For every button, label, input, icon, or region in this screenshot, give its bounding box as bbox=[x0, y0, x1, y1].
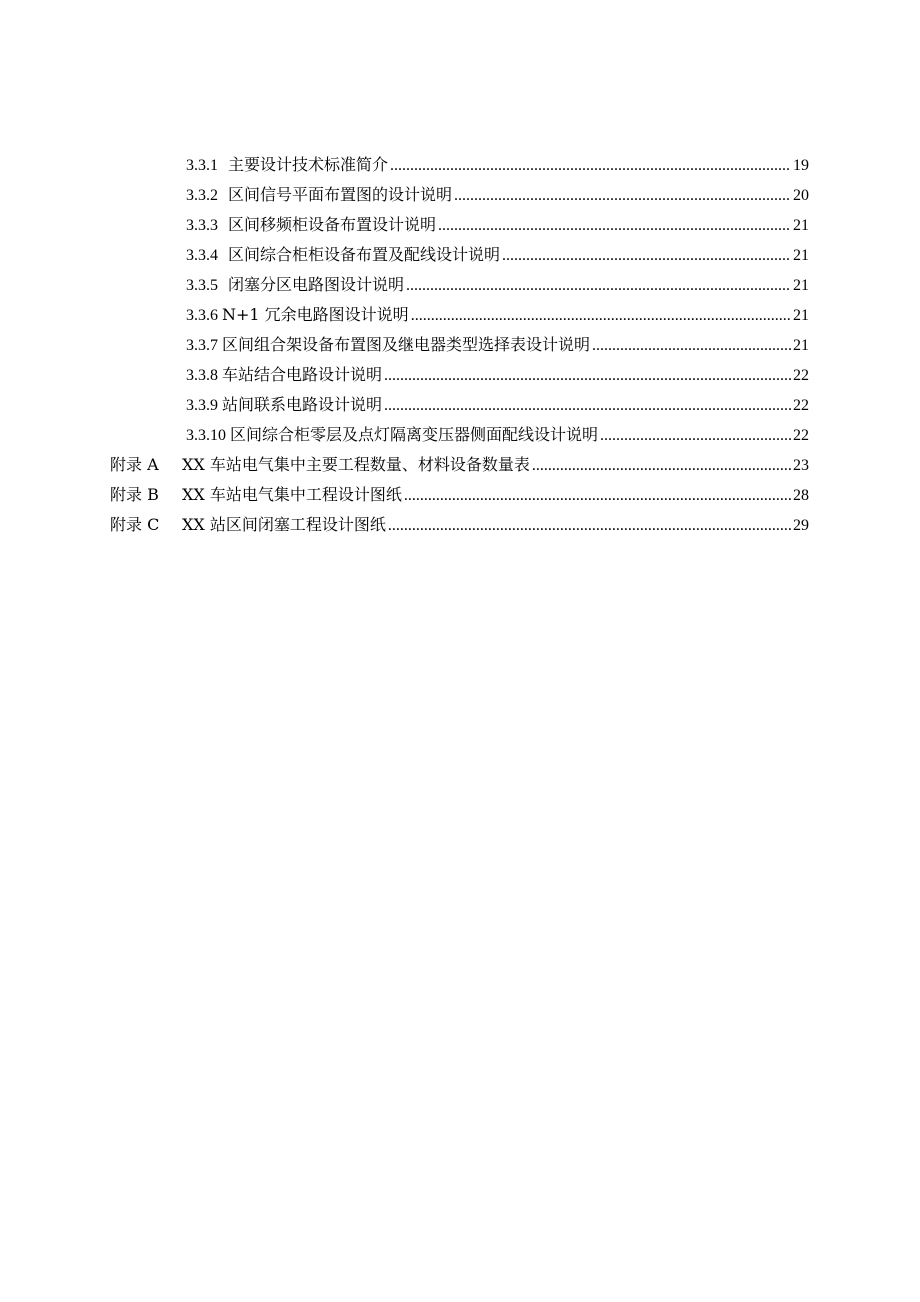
toc-entry-page: 22 bbox=[793, 367, 809, 384]
toc-entry-title: N+1 冗余电路图设计说明 bbox=[222, 305, 409, 324]
toc-entry-title: 区间综合柜柜设备布置及配线设计说明 bbox=[228, 245, 501, 264]
toc-entry-number: 3.3.10 bbox=[186, 427, 226, 444]
toc-leader-dots bbox=[384, 391, 791, 421]
toc-appendix-label: 附录 B bbox=[110, 485, 159, 504]
toc-entry-3-3-6[interactable] bbox=[186, 300, 809, 330]
toc-entry-page: 21 bbox=[793, 277, 809, 294]
toc-entry-page: 22 bbox=[793, 427, 809, 444]
toc-appendix-c[interactable] bbox=[110, 510, 809, 540]
toc-entry-title: 区间移频柜设备布置设计说明 bbox=[228, 215, 437, 234]
toc-appendix-b[interactable] bbox=[110, 480, 809, 510]
toc-leader-dots bbox=[532, 451, 791, 481]
toc-appendix-page: 29 bbox=[793, 517, 809, 534]
toc-entry-number: 3.3.9 bbox=[186, 397, 218, 414]
toc-entry-title: 区间组合架设备布置图及继电器类型选择表设计说明 bbox=[222, 335, 591, 354]
toc-entry-3-3-10[interactable] bbox=[186, 420, 809, 450]
toc-entry-title: 站间联系电路设计说明 bbox=[222, 395, 383, 414]
toc-leader-dots bbox=[388, 511, 791, 541]
toc-entry-number: 3.3.1 bbox=[186, 157, 218, 174]
toc-entry-3-3-1[interactable] bbox=[186, 150, 809, 180]
toc-entry-title: 区间综合柜零层及点灯隔离变压器侧面配线设计说明 bbox=[230, 425, 599, 444]
toc-entry-page: 21 bbox=[793, 247, 809, 264]
toc-leader-dots bbox=[592, 331, 791, 361]
toc-entry-number: 3.3.8 bbox=[186, 367, 218, 384]
toc-leader-dots bbox=[384, 361, 791, 391]
toc-appendix-title: XX 车站电气集中工程设计图纸 bbox=[182, 485, 402, 504]
toc-entry-page: 21 bbox=[793, 337, 809, 354]
toc-entry-page: 21 bbox=[793, 307, 809, 324]
toc-leader-dots bbox=[502, 241, 791, 271]
toc-entry-number: 3.3.5 bbox=[186, 277, 218, 294]
toc-entry-title: 车站结合电路设计说明 bbox=[222, 365, 383, 384]
toc-leader-dots bbox=[600, 421, 791, 451]
toc-appendix-a[interactable] bbox=[110, 450, 809, 480]
toc-appendix-page: 28 bbox=[793, 487, 809, 504]
toc-entry-3-3-8[interactable] bbox=[186, 360, 809, 390]
toc-appendix-title: XX 车站电气集中主要工程数量、材料设备数量表 bbox=[182, 455, 530, 474]
toc-entry-number: 3.3.2 bbox=[186, 187, 218, 204]
toc-leader-dots bbox=[411, 301, 791, 331]
toc-leader-dots bbox=[438, 211, 791, 241]
toc-entry-page: 19 bbox=[793, 157, 809, 174]
toc-entry-3-3-3[interactable] bbox=[186, 210, 809, 240]
toc-entry-3-3-4[interactable] bbox=[186, 240, 809, 270]
toc-leader-dots bbox=[390, 151, 791, 181]
toc-appendix-label: 附录 C bbox=[110, 515, 160, 534]
toc-entry-page: 20 bbox=[793, 187, 809, 204]
toc-entry-number: 3.3.7 bbox=[186, 337, 218, 354]
toc-entry-3-3-2[interactable] bbox=[186, 180, 809, 210]
toc-entry-page: 22 bbox=[793, 397, 809, 414]
toc-entry-3-3-9[interactable] bbox=[186, 390, 809, 420]
toc-entry-title: 主要设计技术标准简介 bbox=[228, 155, 389, 174]
toc-entry-page: 21 bbox=[793, 217, 809, 234]
toc-appendix-label: 附录 A bbox=[110, 455, 159, 474]
toc-entry-3-3-5[interactable] bbox=[186, 270, 809, 300]
toc-entry-number: 3.3.4 bbox=[186, 247, 218, 264]
toc-entry-number: 3.3.6 bbox=[186, 307, 218, 324]
toc-appendix-page: 23 bbox=[793, 457, 809, 474]
toc-leader-dots bbox=[406, 271, 791, 301]
toc-appendix-title: XX 站区间闭塞工程设计图纸 bbox=[182, 515, 386, 534]
toc-entry-3-3-7[interactable] bbox=[186, 330, 809, 360]
toc-leader-dots bbox=[454, 181, 791, 211]
toc-entry-title: 区间信号平面布置图的设计说明 bbox=[228, 185, 453, 204]
toc-leader-dots bbox=[404, 481, 791, 511]
toc-entry-number: 3.3.3 bbox=[186, 217, 218, 234]
toc-entry-title: 闭塞分区电路图设计说明 bbox=[228, 275, 405, 294]
